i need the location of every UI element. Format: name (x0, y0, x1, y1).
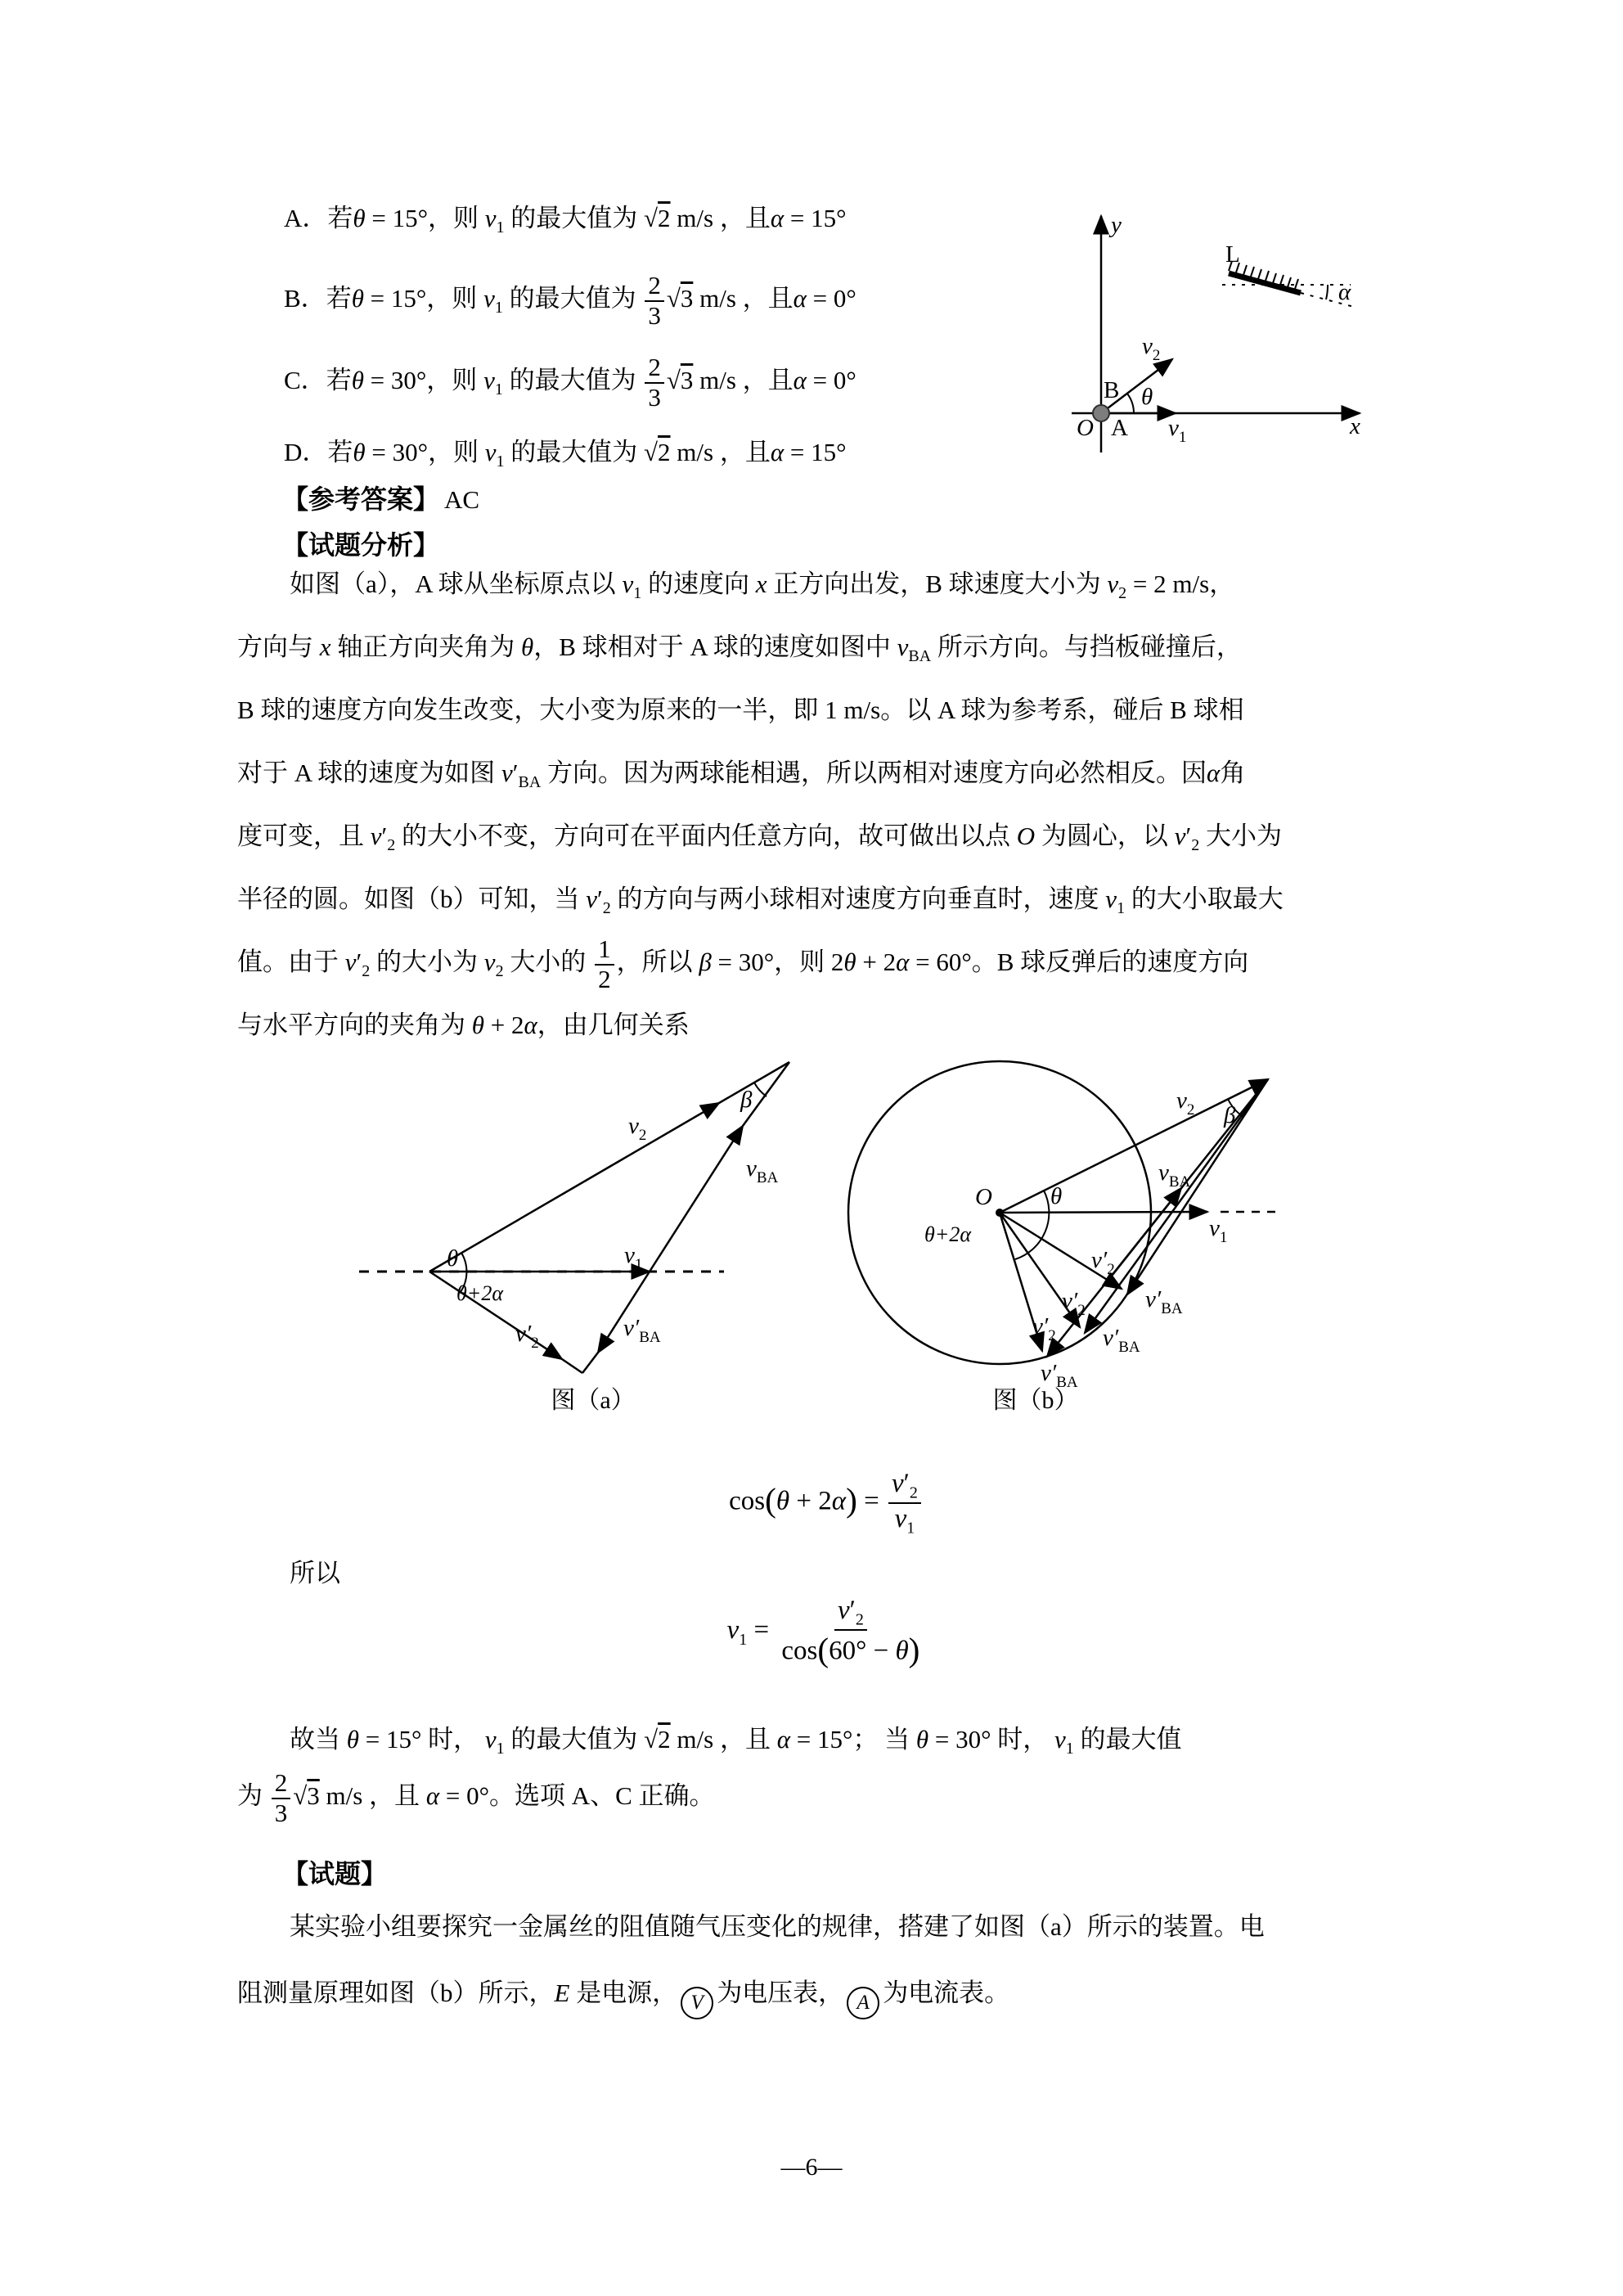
diagram-b (818, 1039, 1407, 1399)
question-line-1: 某实验小组要探究一金属丝的阻值随气压变化的规律，搭建了如图（a）所示的装置。电 (290, 1912, 1265, 1941)
conclusion-line-1: 故当 θ = 15° 时， $v_1$ 的最大值为 √2 m/s ，且 α = 15°； 当 θ = 30° 时， $v_1$ 的最大值 (290, 1725, 1182, 1758)
beta-label: β (740, 1087, 753, 1113)
analysis-line: 方向与 x 轴正方向夹角为 θ，B 球相对于 A 球的速度如图中 $v_{BA}$ 所示方向。与挡板碰撞后， (237, 633, 1242, 666)
formula-2-wrap (237, 1596, 1415, 1668)
beta-arc (754, 1083, 767, 1096)
option-a (284, 182, 847, 255)
answer-value: AC (444, 485, 480, 514)
option-b-label: B． (284, 284, 326, 313)
answer-header: 【参考答案】 (282, 484, 440, 514)
theta-arc (1127, 394, 1134, 413)
option-b-text: 若θ = 15°，则 $v_1$ 的最大值为 $\frac{2}{3}$ √3 m/s ，且α = 0° (326, 271, 856, 330)
board (1229, 273, 1301, 293)
center-label: O (975, 1184, 992, 1210)
v2-prime-label-3: v′2 (1032, 1313, 1056, 1344)
option-c (284, 344, 856, 417)
analysis-line: 与水平方向的夹角为 θ + 2α，由几何关系 (237, 1011, 690, 1039)
v2-label: v2 (1176, 1087, 1195, 1119)
beta-label: β (1224, 1102, 1236, 1128)
ball-b-label: B (1104, 377, 1120, 403)
v2-label: v2 (1142, 333, 1161, 364)
v1-label: v1 (1168, 415, 1187, 446)
v1-arrow (1000, 1212, 1207, 1213)
diagram-coordinate-system (1060, 196, 1387, 466)
analysis-line: 值。由于 $v'_2$ 的大小为 $v_2$ 大小的 $\frac{1}{2}$ ，所以 β = 30°，则 2θ + 2α = 60°。B 球反弹后的速度方向 (237, 934, 1249, 993)
formula-1-wrap (237, 1469, 1415, 1537)
v1-label: v1 (624, 1242, 643, 1273)
vba-prime-arrow-2 (1085, 1079, 1268, 1333)
answer-row (282, 483, 479, 516)
option-c-label: C． (284, 366, 326, 394)
analysis-paragraph (237, 552, 1513, 1056)
vba-prime-label-3: v′BA (1041, 1360, 1078, 1391)
option-c-text: 若θ = 30°，则 $v_1$ 的最大值为 $\frac{2}{3}$ √3 m/s ，且α = 0° (326, 353, 856, 412)
alpha-arc (1326, 285, 1328, 299)
theta-label: θ (1141, 384, 1153, 410)
question-header: 【试题】 (282, 1859, 388, 1889)
conclusion-line-2: 为 $\frac{2}{3}$ √3 m/s ，且 α = 0°。选项 A、C 正确。 (237, 1768, 715, 1827)
option-a-label: A． (284, 204, 328, 232)
analysis-line: 半径的圆。如图（b）可知，当 $v'_2$ 的方向与两小球相对速度方向垂直时，速度 $v_1$ 的大小取最大 (237, 885, 1284, 918)
vba-prime-extension (582, 1353, 598, 1373)
alpha-label: α (1338, 279, 1351, 305)
theta-label: θ (1050, 1183, 1063, 1209)
theta-2a-label: θ+2α (924, 1222, 971, 1246)
vba-prime-label-2: v′BA (1103, 1325, 1140, 1356)
soyi-text: 所以 (290, 1559, 340, 1587)
center-dot (996, 1209, 1004, 1217)
option-d-text: 若θ = 30°，则 $v_1$ 的最大值为 √2 m/s ，且α = 15° (327, 438, 847, 471)
caption-figure-a: 图（a） (551, 1387, 636, 1414)
vba-arrow (1113, 1188, 1181, 1275)
question-line-2: 阻测量原理如图（b）所示，E 是电源， V 为电压表， A 为电流表。 (237, 1975, 1009, 2019)
option-a-text: 若θ = 15°，则 $v_1$ 的最大值为 √2 m/s ，且α = 15° (327, 204, 847, 237)
vba-prime-label: v′BA (623, 1315, 661, 1346)
theta-2a-label: θ+2α (456, 1281, 503, 1305)
theta-label: θ (447, 1245, 459, 1272)
vba-label: vBA (746, 1155, 779, 1186)
vba-arrow (650, 1126, 743, 1272)
y-axis-label: y (1111, 212, 1122, 238)
x-axis-label: x (1350, 413, 1360, 439)
board-label: L (1225, 241, 1240, 268)
v2-arrow (429, 1103, 719, 1272)
v2-label: v2 (628, 1113, 647, 1144)
caption-figure-b: 图（b） (992, 1387, 1079, 1414)
ball-AB (1093, 405, 1109, 421)
formula-v1: $v_1$ = $\frac{v'_2}{\cos(60^\circ - \theta)}$ (726, 1596, 920, 1668)
v1-label: v1 (1209, 1215, 1228, 1246)
vba-label: vBA (1158, 1159, 1191, 1191)
diagram-a (327, 1051, 867, 1395)
option-d-label: D． (284, 438, 328, 466)
option-b (284, 262, 856, 335)
v2-prime-label-1: v′2 (1091, 1247, 1115, 1278)
analysis-line: 度可变，且 $v'_2$ 的大小不变，方向可在平面内任意方向，故可做出以点 O 为圆心，以 $v'_2$ 大小为 (237, 822, 1282, 855)
analysis-line: B 球的速度方向发生改变，大小变为原来的一半，即 1 m/s。以 A 球为参考系，碰后 B 球相 (237, 696, 1244, 724)
vba-prime-label-1: v′BA (1145, 1286, 1183, 1317)
v2-prime-label-2: v′2 (1062, 1288, 1086, 1319)
analysis-line: 对于 A 球的速度为如图 $v'_{BA}$ 方向。因为两球能相遇，所以两相对速度方向必然相反。因α角 (237, 759, 1246, 792)
v2-prime-extension (562, 1359, 582, 1373)
v2-prime-label: v′2 (515, 1321, 539, 1352)
ball-a-label: A (1111, 415, 1128, 441)
origin-label: O (1077, 415, 1094, 441)
formula-cos: cos(θ + 2α) = $\frac{v'_2}{v_1}$ (729, 1469, 924, 1537)
page-number: —6— (780, 2154, 843, 2181)
option-d (284, 416, 847, 489)
analysis-header: 【试题分析】 (282, 530, 440, 560)
analysis-line: 如图（a），A 球从坐标原点以 $v_1$ 的速度向 x 正方向出发，B 球速度大小为 $v_2 = 2$ m/s， (290, 569, 1235, 603)
